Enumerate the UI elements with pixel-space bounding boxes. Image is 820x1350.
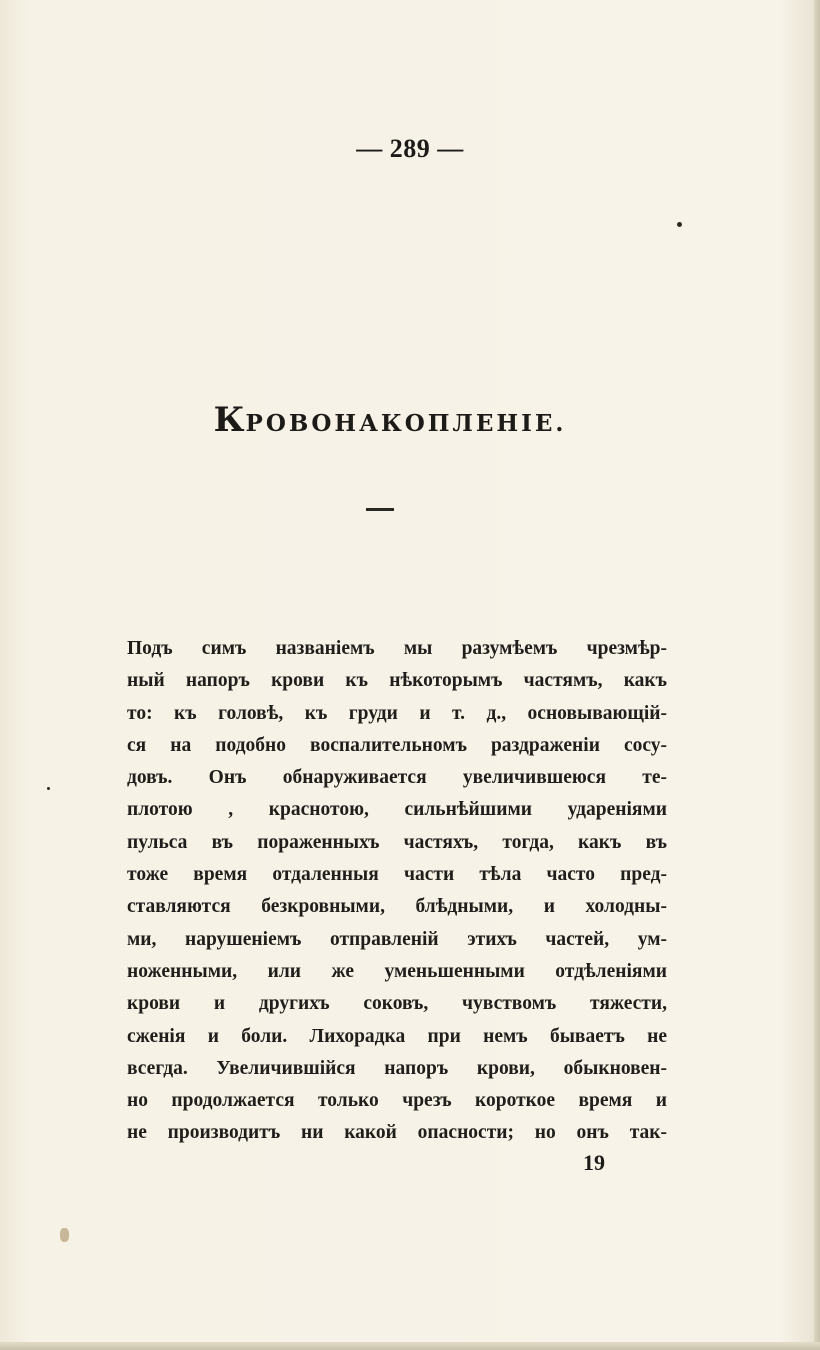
text-line: ноженными, или же уменьшенными отдѣленіями	[127, 960, 667, 982]
text-line: довъ. Онъ обнаруживается увеличившеюся те-	[127, 767, 667, 789]
text-line: ми, нарушеніемъ отправленій этихъ частей, ум-	[127, 928, 667, 950]
heading-initial: К	[213, 400, 246, 440]
page-number: — 289 —	[356, 134, 464, 163]
text-line: сженія и боли. Лихорадка при немъ бываетъ не	[127, 1025, 667, 1047]
text-line: всегда. Увеличившійся напоръ крови, обыкновен-	[127, 1057, 667, 1079]
text-line: плотою , краснотою, сильнѣйшими удареніями	[127, 799, 667, 821]
signature-mark: 19	[583, 1150, 605, 1175]
section-rule	[366, 508, 394, 511]
body-paragraph	[127, 633, 667, 1150]
text-line: крови и другихъ соковъ, чувствомъ тяжести,	[127, 993, 667, 1015]
ink-speck	[47, 787, 50, 790]
text-line: то: къ головѣ, къ груди и т. д., основывающій-	[127, 702, 667, 724]
text-line: ставляются безкровными, блѣдными, и холодны-	[127, 896, 667, 918]
ink-speck	[677, 222, 682, 227]
stain-spot	[60, 1228, 69, 1242]
text-line: не производитъ ни какой опасности; но онъ так-	[127, 1122, 667, 1144]
text-line: пульса въ пораженныхъ частяхъ, тогда, какъ въ	[127, 831, 667, 853]
text-line: ся на подобно воспалительномъ раздраженіи сосу-	[127, 734, 667, 756]
chapter-heading	[0, 400, 780, 440]
text-line: тоже время отдаленныя части тѣла часто пред-	[127, 864, 667, 886]
text-line: Подъ симъ названіемъ мы разумѣемъ чрезмѣр-	[127, 638, 667, 659]
text-line: но продолжается только чрезъ короткое время и	[127, 1090, 667, 1112]
text-line: ный напоръ крови къ нѣкоторымъ частямъ, какъ	[127, 670, 667, 692]
heading-text: РОВОНАКОПЛЕНІЕ.	[245, 410, 567, 437]
page-bottom-edge	[0, 1342, 820, 1350]
page-right-edge	[814, 0, 820, 1350]
